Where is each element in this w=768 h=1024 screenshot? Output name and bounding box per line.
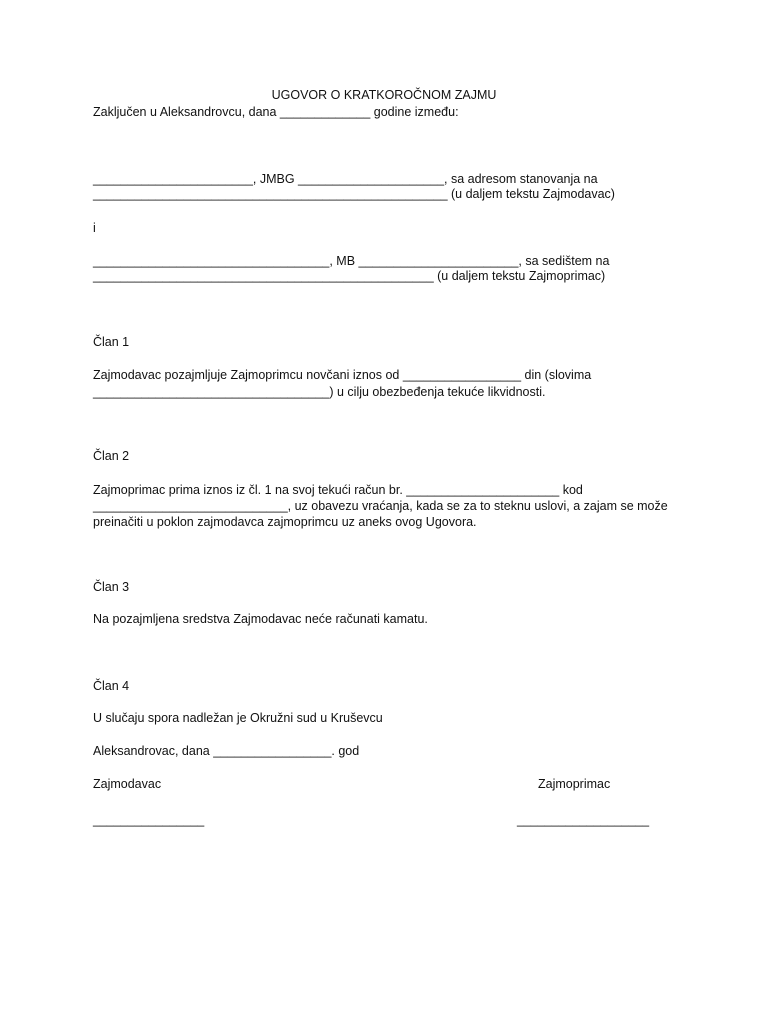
article-2-line3: preinačiti u poklon zajmodavca zajmoprimcu uz aneks ovog Ugovora.	[93, 515, 477, 529]
article-1-line1: Zajmodavac pozajmljuje Zajmoprimcu novčani iznos od _________________ din (slovima	[93, 368, 592, 382]
article-2-heading: Član 2	[93, 449, 130, 463]
party1-line1: _______________________, JMBG _____________________, sa adresom stanovanja na	[93, 172, 598, 186]
article-4-line1: U slučaju spora nadležan je Okružni sud u Kruševcu	[93, 711, 383, 725]
signatory-left-label: Zajmodavac	[93, 777, 162, 791]
signature-line-right: ___________________	[517, 813, 650, 827]
signature-line-left: ________________	[93, 813, 205, 827]
article-1-heading: Član 1	[93, 335, 130, 349]
party1-line2: ___________________________________________________ (u daljem tekstu Zajmodavac)	[93, 187, 615, 201]
article-3-heading: Član 3	[93, 580, 130, 594]
signatory-right-label: Zajmoprimac	[538, 777, 611, 791]
article-2-line2: ____________________________, uz obavezu vraćanja, kada se za to steknu uslovi, a zajam se može	[93, 499, 668, 513]
place-date-line: Aleksandrovac, dana _________________. god	[93, 744, 360, 758]
article-3-line1: Na pozajmljena sredstva Zajmodavac neće računati kamatu.	[93, 612, 428, 626]
intro-line: Zaključen u Aleksandrovcu, dana _____________ godine između:	[93, 105, 459, 119]
article-2-line1: Zajmoprimac prima iznos iz čl. 1 na svoj tekući račun br. ______________________ kod	[93, 483, 583, 497]
article-1-line2: __________________________________) u cilju obezbeđenja tekuće likvidnosti.	[93, 385, 546, 399]
article-4-heading: Član 4	[93, 679, 130, 693]
conjunction-text: i	[93, 221, 96, 235]
party2-line2: _________________________________________________ (u daljem tekstu Zajmoprimac)	[93, 269, 606, 283]
document-title: UGOVOR O KRATKOROČNOM ZAJMU	[271, 88, 497, 102]
party2-line1: __________________________________, MB _______________________, sa sedištem na	[93, 254, 610, 268]
